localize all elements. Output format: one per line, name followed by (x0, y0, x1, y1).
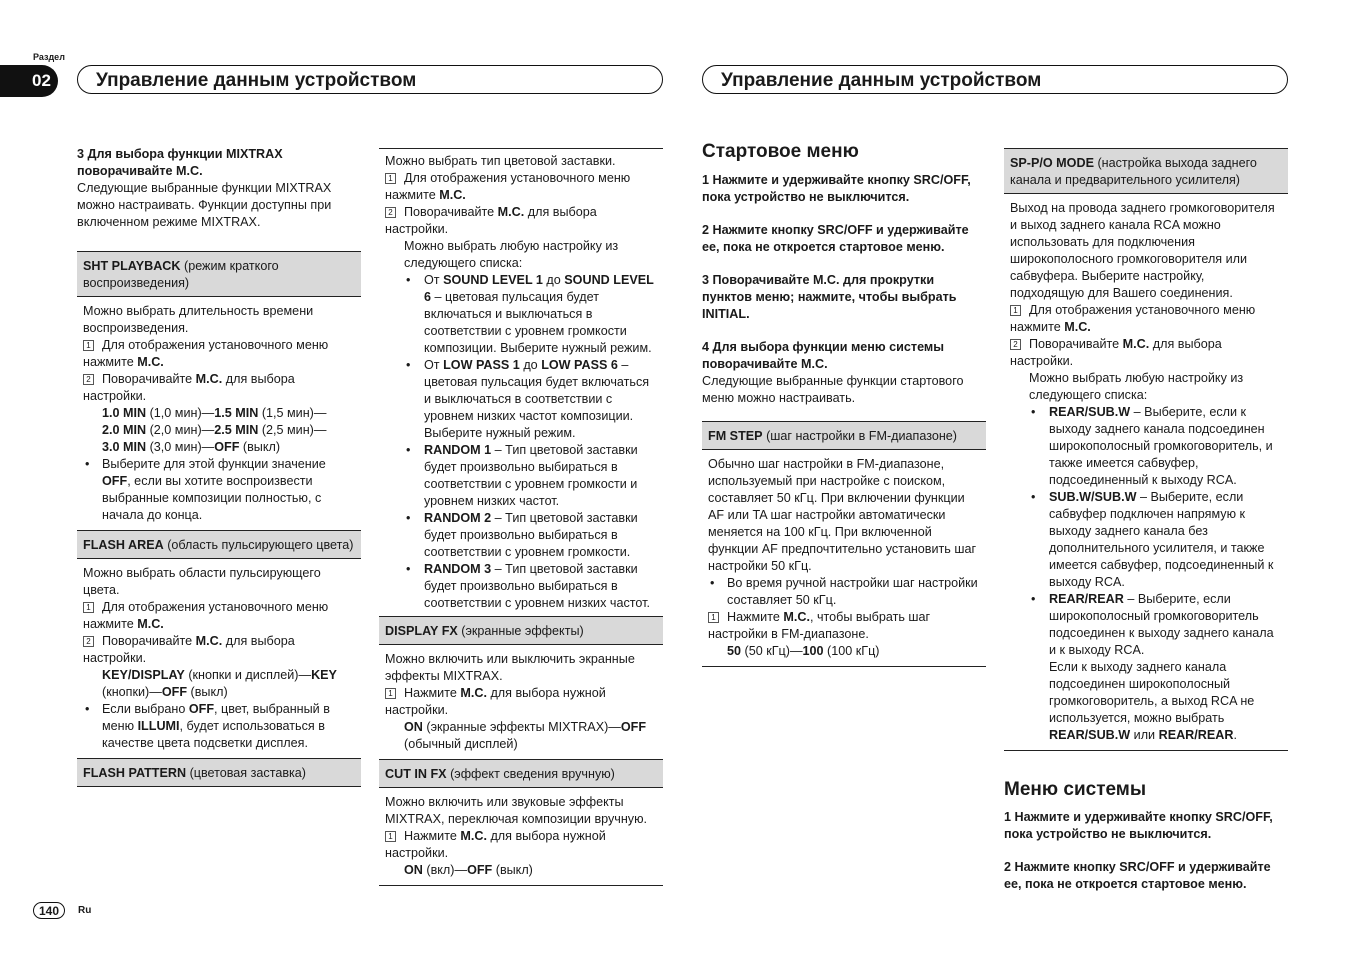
flash-pattern-header: FLASH PATTERN (цветовая заставка) (77, 759, 361, 786)
flash-pattern-bullet-5: • RANDOM 3 – Тип цветовой заставки будет произвольно выбираться в соответствии с уровнем низких частот. (385, 561, 657, 612)
cut-in-fx-section (379, 760, 663, 886)
flash-pattern-step-1: 1 Для отображения установочного меню нажмите M.C. (385, 171, 631, 202)
step-3-text: Следующие выбранные функции MIXTRAX можно настраивать. Функции доступны при включенном режиме MIXTRAX. (77, 181, 332, 229)
sp-po-list-intro: Можно выбрать любую настройку из следующего списка: (1029, 371, 1244, 402)
display-fx-intro: Можно включить или выключить экранные эффекты MIXTRAX. (385, 652, 635, 683)
flash-pattern-bullet-4: • RANDOM 2 – Тип цветовой заставки будет произвольно выбираться в соответствии с уровнем громкости. (385, 510, 657, 561)
cut-in-fx-step-1: 1 Нажмите M.C. для выбора нужной настройки. (385, 829, 606, 860)
startup-step-2: 2 Нажмите кнопку SRC/OFF и удерживайте ее, пока не откроется стартовое меню. (702, 223, 969, 254)
flash-pattern-list-intro: Можно выбрать любую настройку из следующего списка: (404, 239, 619, 270)
sp-po-step-2: 2 Поворачивайте M.C. для выбора настройки. (1010, 337, 1222, 368)
flash-area-intro: Можно выбрать области пульсирующего цвета. (83, 566, 321, 597)
startup-menu-heading: Стартовое меню (702, 141, 859, 162)
flash-pattern-step-2: 2 Поворачивайте M.C. для выбора настройки. (385, 205, 597, 236)
sp-po-bullet-3-note: Если к выходу заднего канала подсоединен широкополосный громкоговоритель, а выход RCA не используется, можно выбрать REAR/SUB.W или REAR/REAR. (1049, 660, 1255, 742)
sht-step-1: 1 Для отображения установочного меню нажмите M.C. (83, 338, 329, 369)
display-fx-step-1: 1 Нажмите M.C. для выбора нужной настройки. (385, 686, 606, 717)
flash-pattern-bullet-2: • От LOW PASS 1 до LOW PASS 6 – цветовая пульсация будет включаться и выключаться в соответствии с уровнем низких частот композиции. Выберите нужный режим. (385, 357, 657, 442)
sht-intro: Можно выбрать длительность времени воспроизведения. (83, 304, 314, 335)
cut-in-fx-options: ON (вкл)—OFF (выкл) (404, 863, 533, 877)
page-title-right: Управление данным устройством (702, 65, 1288, 94)
flash-pattern-body (379, 148, 663, 616)
flash-pattern-section (77, 759, 361, 787)
flash-area-step-2: 2 Поворачивайте M.C. для выбора настройки. (83, 634, 295, 665)
fm-step-options: 50 (50 кГц)—100 (100 кГц) (727, 644, 880, 658)
column-2 (379, 148, 663, 886)
sht-options: 1.0 MIN (1,0 мин)—1.5 MIN (1,5 мин)— 2.0 MIN (2,0 мин)—2.5 MIN (2,5 мин)— 3.0 MIN (3,0 мин)—OFF (выкл) (102, 406, 327, 454)
flash-area-step-1: 1 Для отображения установочного меню нажмите M.C. (83, 600, 329, 631)
flash-pattern-bullet-1: • От SOUND LEVEL 1 до SOUND LEVEL 6 – цветовая пульсация будет включаться и выключаться в соответствии с уровнем громкости композиции. Выберите нужный режим. (385, 272, 657, 357)
section-number-tab: 02 (0, 65, 58, 97)
fm-step-header: FM STEP (шаг настройки в FM-диапазоне) (702, 422, 986, 450)
sht-playback-section (77, 251, 361, 531)
sp-po-mode-header: SP-P/O MODE (настройка выхода заднего канала и предварительного усилителя) (1004, 149, 1288, 194)
column-4 (1004, 148, 1288, 893)
sp-po-bullet-3: • REAR/REAR – Выберите, если широкополосный громкоговоритель подсоединен к выходу заднего канала и к выходу RCA. (1010, 591, 1282, 659)
fm-step-section (702, 421, 986, 667)
language-label: Ru (78, 905, 92, 916)
display-fx-options: ON (экранные эффекты MIXTRAX)—OFF (обычный дисплей) (404, 720, 647, 751)
display-fx-section (379, 616, 663, 760)
column-3 (702, 143, 986, 667)
sp-po-step-1: 1 Для отображения установочного меню нажмите M.C. (1010, 303, 1256, 334)
sp-po-bullet-1: • REAR/SUB.W – Выберите, если к выходу заднего канала подсоединен широкополосный громкоговоритель, и также имеется сабвуфер, подсоединенный к выходу RCA. (1010, 404, 1282, 489)
cut-in-fx-intro: Можно включить или звуковые эффекты MIXTRAX, переключая композиции вручную. (385, 795, 648, 826)
display-fx-header: DISPLAY FX (экранные эффекты) (379, 617, 663, 645)
flash-pattern-intro: Можно выбрать тип цветовой заставки. (385, 154, 616, 168)
flash-area-bullet: • Если выбрано OFF, цвет, выбранный в меню ILLUMI, будет использоваться в качестве цвета подсветки дисплея. (83, 701, 355, 752)
sht-step-2: 2 Поворачивайте M.C. для выбора настройки. (83, 372, 295, 403)
system-step-1: 1 Нажмите и удерживайте кнопку SRC/OFF, пока устройство не выключится. (1004, 810, 1273, 841)
startup-step-4: 4 Для выбора функции меню системы поворачивайте M.C. (702, 340, 944, 371)
flash-area-section (77, 531, 361, 759)
startup-step-1: 1 Нажмите и удерживайте кнопку SRC/OFF, пока устройство не выключится. (702, 173, 971, 204)
sp-po-mode-section (1004, 148, 1288, 751)
step-3-heading: 3 Для выбора функции MIXTRAX поворачивайте M.C. (77, 147, 283, 178)
flash-area-header: FLASH AREA (область пульсирующего цвета) (77, 531, 361, 559)
column-1 (77, 146, 361, 787)
fm-step-bullet: • Во время ручной настройки шаг настройки составляет 50 кГц. (708, 575, 980, 609)
page-title-left: Управление данным устройством (77, 65, 663, 94)
fm-step-intro: Обычно шаг настройки в FM-диапазоне, используемый при настройке с поиском, составляет 50 кГц. При включении функции AF или TA шаг настройки автоматически меняется на 100 кГц. При включенной функции AF предпочтительно установить шаг настройки 50 кГц. (708, 457, 977, 573)
flash-area-options: KEY/DISPLAY (кнопки и дисплей)—KEY (кнопки)—OFF (выкл) (102, 668, 337, 699)
system-step-2: 2 Нажмите кнопку SRC/OFF и удерживайте ее, пока не откроется стартовое меню. (1004, 860, 1271, 891)
startup-step-4-text: Следующие выбранные функции стартового меню можно настраивать. (702, 374, 964, 405)
page-number: 140 (33, 902, 65, 919)
fm-step-step-1: 1 Нажмите M.C., чтобы выбрать шаг настройки в FM-диапазоне. (708, 610, 931, 641)
flash-pattern-bullet-3: • RANDOM 1 – Тип цветовой заставки будет произвольно выбираться в соответствии с уровнем громкости и уровнем низких частот. (385, 442, 657, 510)
system-menu-heading: Меню системы (1004, 779, 1147, 800)
section-label: Раздел (33, 52, 65, 62)
sht-bullet: • Выберите для этой функции значение OFF, если вы хотите воспроизвести выбранные композиции полностью, с начала до конца. (83, 456, 355, 524)
cut-in-fx-header: CUT IN FX (эффект сведения вручную) (379, 760, 663, 788)
sp-po-intro: Выход на провода заднего громкоговорителя и выход заднего канала RCA можно использовать для подключения широкополосного громкоговорителя или сабвуфера. Выберите настройку, подходящую для Вашего соединения. (1010, 201, 1275, 300)
startup-step-3: 3 Поворачивайте M.C. для прокрутки пунктов меню; нажмите, чтобы выбрать INITIAL. (702, 273, 957, 321)
sht-playback-header: SHT PLAYBACK (режим краткого воспроизведения) (77, 252, 361, 297)
sp-po-bullet-2: • SUB.W/SUB.W – Выберите, если сабвуфер подключен напрямую к выходу заднего канала без дополнительного усилителя, и также имеется сабвуфер, подсоединенный к выходу RCA. (1010, 489, 1282, 591)
